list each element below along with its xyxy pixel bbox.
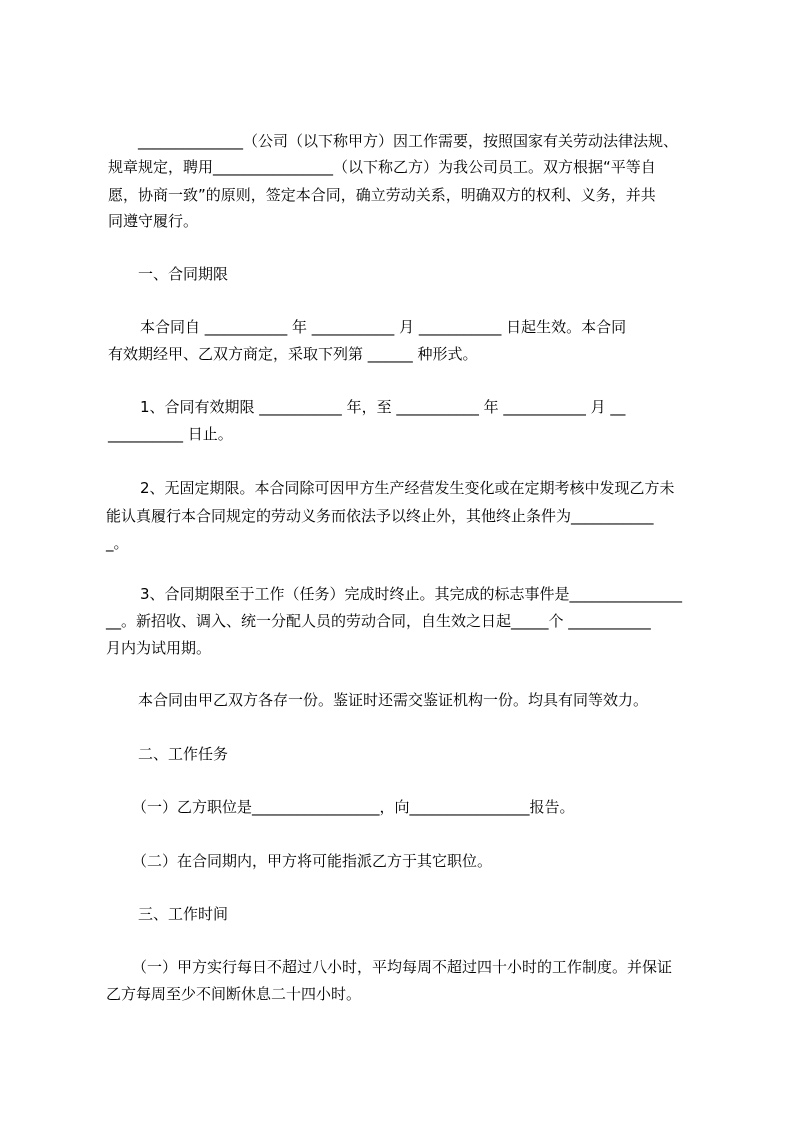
section3-heading: 三、工作时间 [138,905,229,923]
section1-p1-line-1: 本合同自 ___________ 年 ___________ 月 ___________ 日起生效。本合同 [140,318,627,336]
intro-line-1: ______________（公司（以下称甲方）因工作需要，按照国家有关劳动法律法规、 [138,132,679,150]
section2-item2: （二）在合同期内，甲方将可能指派乙方于其它职位。 [132,852,493,870]
section1-heading: 一、合同期限 [138,265,229,283]
section1-copies: 本合同由甲乙双方各存一份。鉴证时还需交鉴证机构一份。均具有同等效力。 [138,691,649,709]
intro-line-2: 规章规定，聘用________________（以下称乙方）为我公司员工。双方根据“平等自 [108,158,656,176]
section2-heading: 二、工作任务 [138,745,229,763]
section1-item2-line-3: _。 [106,534,129,552]
intro-line-3: 愿，协商一致”的原则，签定本合同，确立劳动关系，明确双方的权利、义务，并共 [108,186,656,204]
section1-item3-line-3: 月内为试用期。 [106,639,212,657]
section1-item1-line-2: __________ 日止。 [108,425,233,443]
section1-item2-line-2: 能认真履行本合同规定的劳动义务而依法予以终止外，其他终止条件为___________ [106,507,654,525]
section3-item1-line-1: （一）甲方实行每日不超过八小时，平均每周不超过四十小时的工作制度。并保证 [132,958,673,976]
section2-item1: （一）乙方职位是_________________，向________________报告。 [132,798,575,816]
section1-p1-line-2: 有效期经甲、乙双方商定，采取下列第 ______ 种形式。 [108,345,478,363]
section1-item3-line-1: 3、合同期限至于工作（任务）完成时终止。其完成的标志事件是_______________ [140,585,683,603]
intro-line-4: 同遵守履行。 [108,212,199,230]
section1-item1-line-1: 1、合同有效期限 ___________ 年，至 ___________ 年 ___________ 月 __ [140,398,626,416]
section1-item2-line-1: 2、无固定期限。本合同除可因甲方生产经营发生变化或在定期考核中发现乙方未 [140,479,675,497]
section1-item3-line-2: __。新招收、调入、统一分配人员的劳动合同，自生效之日起_____个 ___________ [106,612,651,630]
section3-item1-line-2: 乙方每周至少不间断休息二十四小时。 [106,985,362,1003]
